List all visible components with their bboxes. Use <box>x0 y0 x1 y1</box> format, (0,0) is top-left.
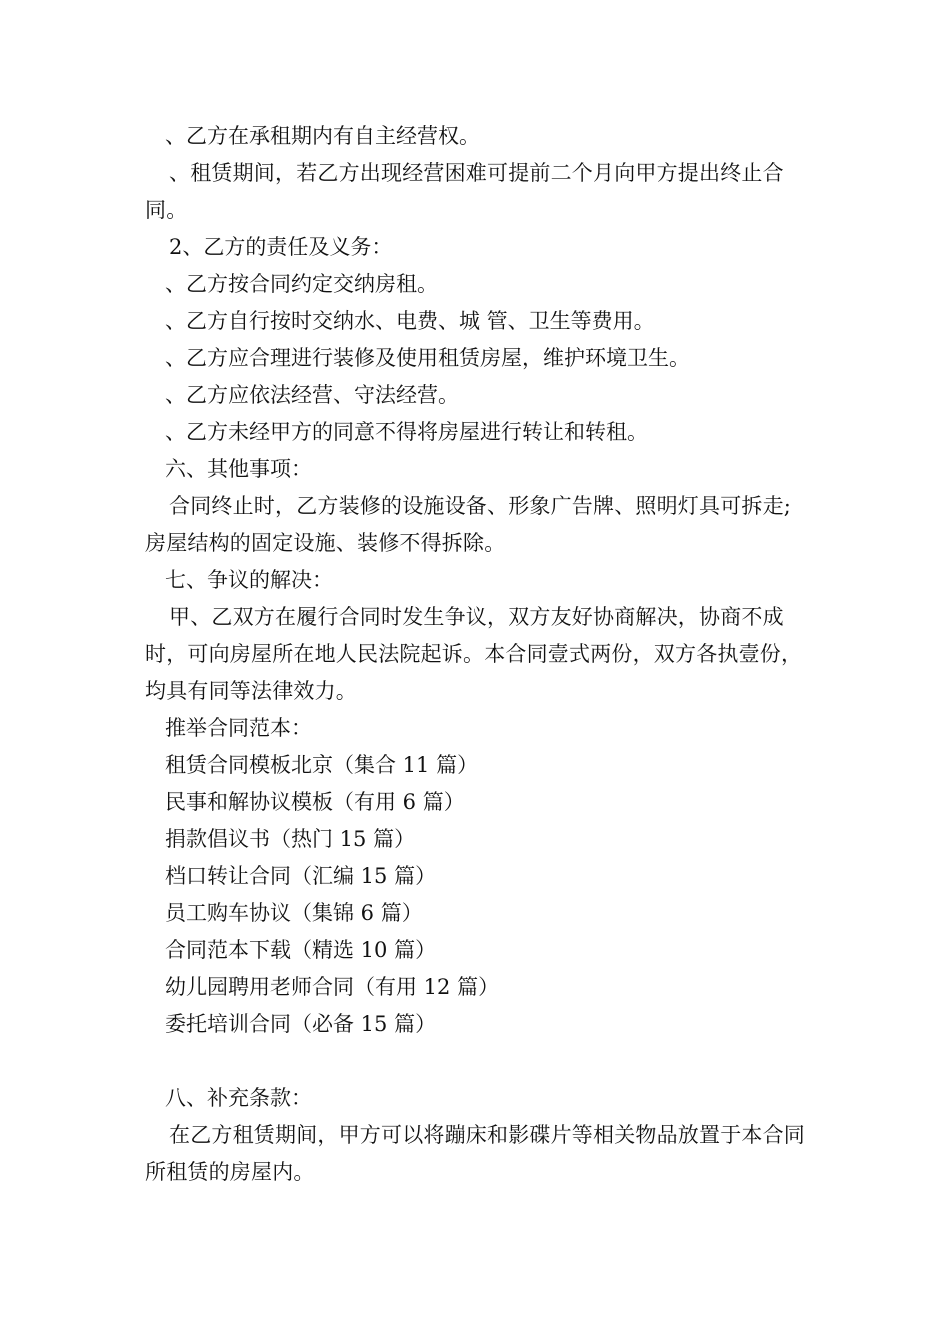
section-heading: 六、其他事项： <box>165 457 312 481</box>
paragraph: 、乙方在承租期内有自主经营权。 <box>165 124 480 148</box>
paragraph: 甲、乙双方在履行合同时发生争议，双方友好协商解决，协商不成时，可向房屋所在地人民法院起诉。本合同壹式两份，双方各执壹份，均具有同等法律效力。 <box>145 605 803 703</box>
paragraph: 、乙方未经甲方的同意不得将房屋进行转让和转租。 <box>165 420 648 444</box>
paragraph: 、乙方应合理进行装修及使用租赁房屋，维护环境卫生。 <box>165 346 690 370</box>
recommended-link[interactable]: 租赁合同模板北京（集合 11 篇） <box>165 753 479 777</box>
paragraph: 、乙方应依法经营、守法经营。 <box>165 383 459 407</box>
recommended-link[interactable]: 档口转让合同（汇编 15 篇） <box>165 864 437 888</box>
paragraph: 、乙方自行按时交纳水、电费、城 管、卫生等费用。 <box>165 309 655 333</box>
recommended-heading: 推举合同范本： <box>165 716 312 740</box>
section-heading: 2、乙方的责任及义务： <box>169 235 393 259</box>
section-heading: 七、争议的解决： <box>165 568 333 592</box>
recommended-link[interactable]: 捐款倡议书（热门 15 篇） <box>165 827 416 851</box>
recommended-list <box>145 747 807 1043</box>
spacer <box>145 1043 807 1080</box>
paragraph: 在乙方租赁期间，甲方可以将蹦床和影碟片等相关物品放置于本合同所租赁的房屋内。 <box>145 1123 805 1184</box>
recommended-link[interactable]: 合同范本下载（精选 10 篇） <box>165 938 437 962</box>
recommended-link[interactable]: 幼儿园聘用老师合同（有用 12 篇） <box>165 975 500 999</box>
recommended-link[interactable]: 民事和解协议模板（有用 6 篇） <box>165 790 465 814</box>
paragraph: 、乙方按合同约定交纳房租。 <box>165 272 438 296</box>
recommended-link[interactable]: 委托培训合同（必备 15 篇） <box>165 1012 437 1036</box>
paragraph: 合同终止时，乙方装修的设施设备、形象广告牌、照明灯具可拆走;房屋结构的固定设施、装修不得拆除。 <box>145 494 792 555</box>
recommended-link[interactable]: 员工购车协议（集锦 6 篇） <box>165 901 423 925</box>
section-heading: 八、补充条款： <box>165 1086 312 1110</box>
paragraph: 、租赁期间，若乙方出现经营困难可提前二个月向甲方提出终止合同。 <box>145 161 784 222</box>
document-body <box>145 118 807 1191</box>
